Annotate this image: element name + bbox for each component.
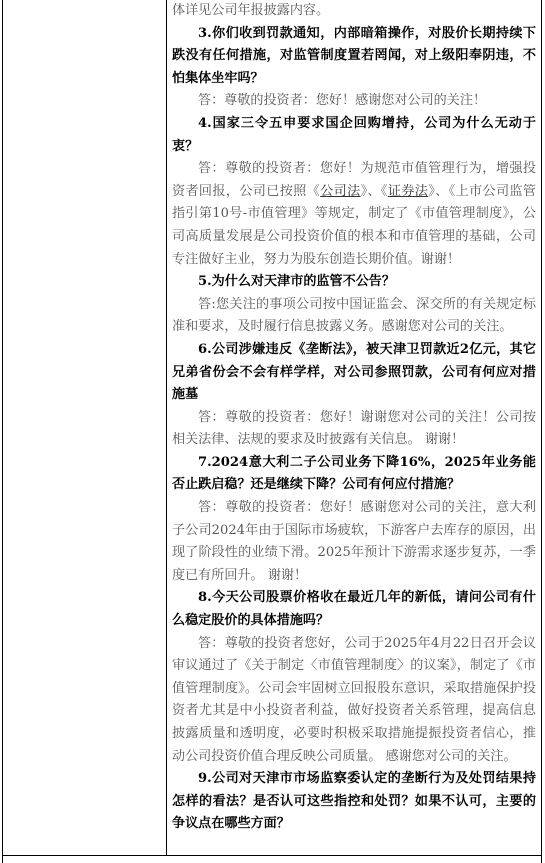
question-3: 3.你们收到罚款通知，内部暗箱操作，对股价长期持续下跌没有任何措施，对监管制度置若罔闻，对上级阳奉阴违，不怕集体坐牢吗？ (172, 25, 536, 86)
table-bottom-border (2, 855, 542, 856)
securities-law-link[interactable]: 证券法 (387, 183, 429, 199)
company-law-link[interactable]: 公司法 (320, 183, 361, 199)
answer-4-part-3: 》、《上市公司监管指引第10号-市值管理》等规定，制定了《市值管理制度》，公司高质量发展是公司投资价值的根本和市值管理的基础，公司专注做好主业，努力为股东创造长期价值。谢谢！ (172, 183, 537, 267)
question-9: 9.公司对天津市市场监察委认定的垄断行为及处罚结果持怎样的看法？是否认可这些指控和处罚？如果不认可，主要的争议点在哪些方面？ (172, 771, 536, 832)
qa-content (172, 0, 536, 836)
question-4: 4.国家三令五申要求国企回购增持，公司为什么无动于衷？ (172, 115, 536, 154)
lead-text: 体详见公司年报披露内容。 (172, 3, 330, 18)
question-6: 6.公司涉嫌违反《垄断法》，被天津卫罚款近2亿元，其它兄弟省份会不会有样学样，对公司参照罚款，公司有何应对措施墓 (172, 341, 536, 403)
table-column-divider (166, 0, 167, 855)
table-left-border (2, 0, 3, 863)
answer-4 (172, 158, 536, 271)
answer-3: 答：尊敬的投资者：您好！感谢您对公司的关注！ (198, 93, 487, 109)
table-right-border (541, 0, 542, 863)
answer-7: 答：尊敬的投资者：您好！感谢您对公司的关注，意大利子公司2024年由于国际市场疲软，下游客户去库存的原因，出现了阶段性的业绩下滑。2025年预计下游需求逐步复苏，一季度已有所回升。 谢谢！ (172, 500, 536, 583)
answer-5: 答:您关注的事项公司按中国证监会、深交所的有关规定标准和要求，及时履行信息披露义务。感谢您对公司的关注。 (172, 296, 536, 335)
question-8: 8.今天公司股票价格收在最近几年的新低，请问公司有什么稳定股价的具体措施吗？ (172, 590, 536, 629)
question-5: 5.为什么对天津市的监管不公告？ (198, 274, 395, 290)
answer-8: 答：尊敬的投资者您好，公司于2025年4月22日召开会议审议通过了《关于制定〈市值管理制度〉的议案》，制定了《市值管理制度》。公司会牢固树立回报股东意识，采取措施保护投资者尤其是中小投资者利益，做好投资者关系管理，提高信息披露质量和透明度，必要时积极采取措施提振投资者信心，推动公司投资价值合理反映公司质量。 感谢您对公司的关注。 (172, 635, 536, 764)
answer-6: 答：尊敬的投资者：您好！谢谢您对公司的关注！公司按相关法律、法规的要求及时披露有关信息。 谢谢！ (172, 409, 536, 448)
question-7: 7.2024意大利二子公司业务下降16%，2025年业务能否止跌启稳？还是继续下降？公司有何应付措施？ (172, 454, 536, 493)
answer-4-part-2: 》、《 (360, 183, 388, 199)
answer-4-part-1: 答：尊敬的投资者：您好！为规范市值管理行为，增强投资者回报，公司已按照《 (172, 161, 536, 199)
